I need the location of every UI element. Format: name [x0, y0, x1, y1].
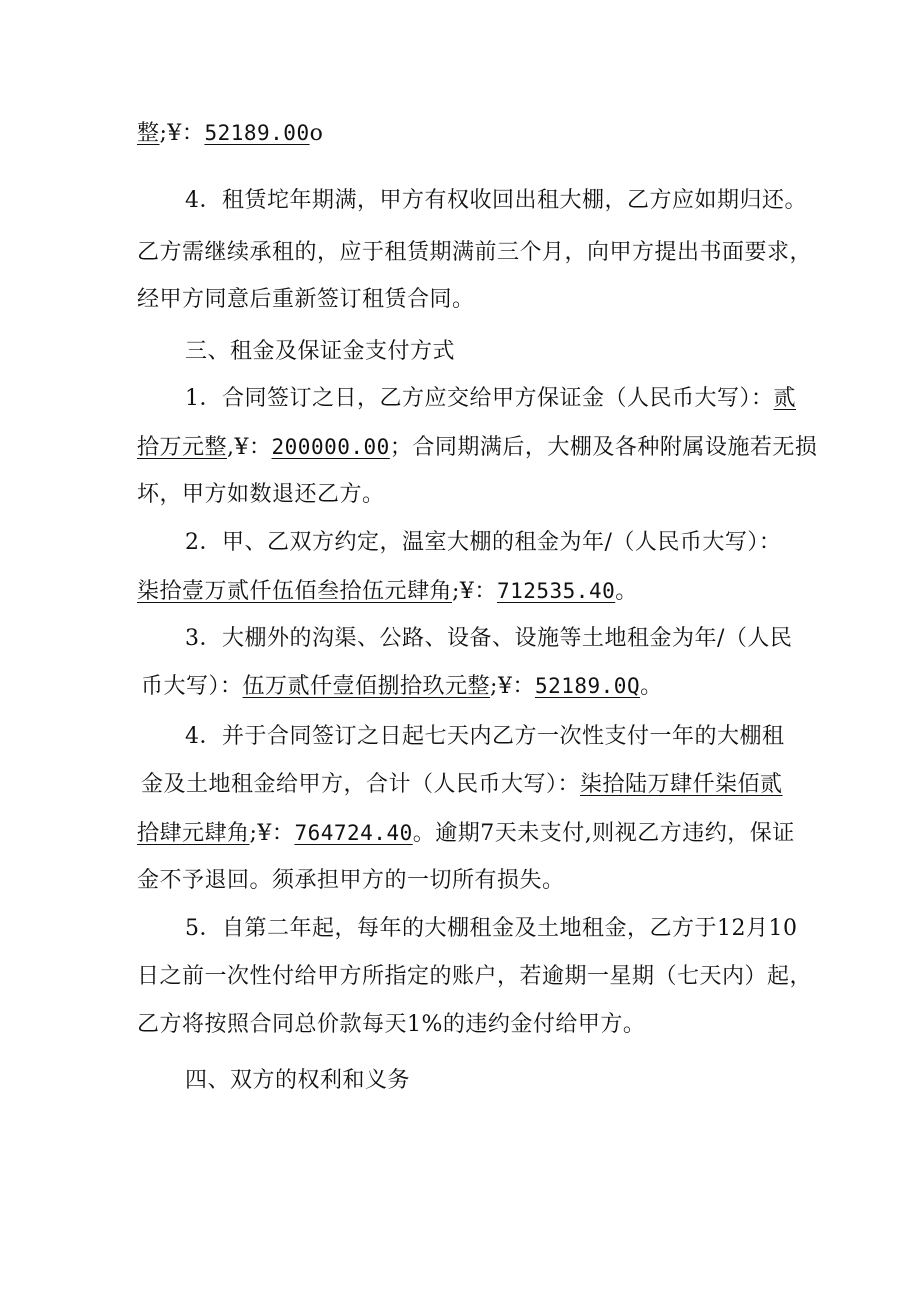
text-line-15 [137, 818, 795, 849]
amount-words-start: 贰 [773, 386, 797, 411]
clause-text: 1．合同签订之日，乙方应交给甲方保证金（人民币大写）： [185, 386, 774, 411]
text-line-8: 坏，甲方如数退还乙方。 [137, 482, 385, 507]
amount-words: 伍万贰仟壹佰捌拾玖元整 [242, 674, 491, 699]
clause-text: 。逾期7天未支付,则视乙方违约，保证 [412, 821, 795, 846]
amount-number: 200000.00 [271, 435, 390, 459]
text-line-16: 金不予退回。须承担甲方的一切所有损失。 [137, 868, 565, 893]
text-line-18: 日之前一次性付给甲方所指定的账户，若逾期一星期（七天内）起， [137, 964, 813, 989]
text-line-17: 5．自第二年起，每年的大棚租金及土地租金，乙方于12月10 [185, 916, 798, 941]
text-line-7 [137, 432, 817, 463]
clause-text: ；合同期满后，大棚及各种附属设施若无损 [389, 435, 818, 460]
clause-text: 币大写）： [141, 674, 243, 699]
text-line-2: 4．租赁坨年期满，甲方有权收回出租大棚，乙方应如期归还。 [185, 188, 807, 213]
section-heading-4: 四、双方的权利和义务 [185, 1068, 411, 1093]
text-line-4: 经甲方同意后重新签订租赁合同。 [137, 287, 475, 312]
text-line-14 [141, 770, 783, 800]
currency-sign: ;¥： [159, 121, 205, 146]
section-heading-3: 三、租金及保证金支付方式 [185, 339, 456, 364]
trailing-mark: 。 [615, 579, 638, 604]
text-line-3: 乙方需继续承租的，应于租赁期满前三个月，向甲方提出书面要求， [137, 240, 813, 265]
amount-number: 52189.0Q [534, 674, 641, 698]
text-line-19: 乙方将按照合同总价款每天1%的违约金付给甲方。 [137, 1012, 646, 1037]
amount-words-start: 柒拾陆万肆仟柒佰贰 [580, 772, 783, 797]
amount-words-tail: 整 [137, 121, 160, 146]
amount-words: 拾万元整 [137, 435, 228, 460]
amount-words: 柒拾壹万贰仟伍佰叁拾伍元肆角 [137, 579, 453, 604]
text-line-1 [137, 118, 323, 149]
amount-words: 拾肆元肆角 [137, 821, 250, 846]
currency-sign: ;¥： [249, 821, 295, 846]
text-line-11: 3．大棚外的沟渠、公路、设备、设施等土地租金为年/（人民 [185, 626, 793, 651]
currency-sign: ;¥： [490, 674, 535, 699]
amount-number: 764724.40 [294, 821, 413, 845]
amount-number: 712535.40 [496, 579, 616, 603]
currency-sign: ;¥： [452, 579, 497, 604]
text-line-12 [141, 671, 663, 702]
text-line-6 [185, 384, 796, 414]
text-line-13: 4．并于合同签订之日起七天内乙方一次性支付一年的大棚租 [185, 724, 785, 749]
amount-number: 52189.00 [204, 121, 310, 145]
text-line-10 [137, 576, 638, 607]
trailing-mark: o [309, 121, 324, 146]
trailing-mark: 。 [640, 674, 663, 699]
clause-text: 金及土地租金给甲方，合计（人民币大写）： [141, 772, 581, 797]
text-line-9: 2．甲、乙双方约定，温室大棚的租金为年/（人民币大写）： [185, 530, 782, 555]
currency-sign: ,¥： [227, 435, 272, 460]
